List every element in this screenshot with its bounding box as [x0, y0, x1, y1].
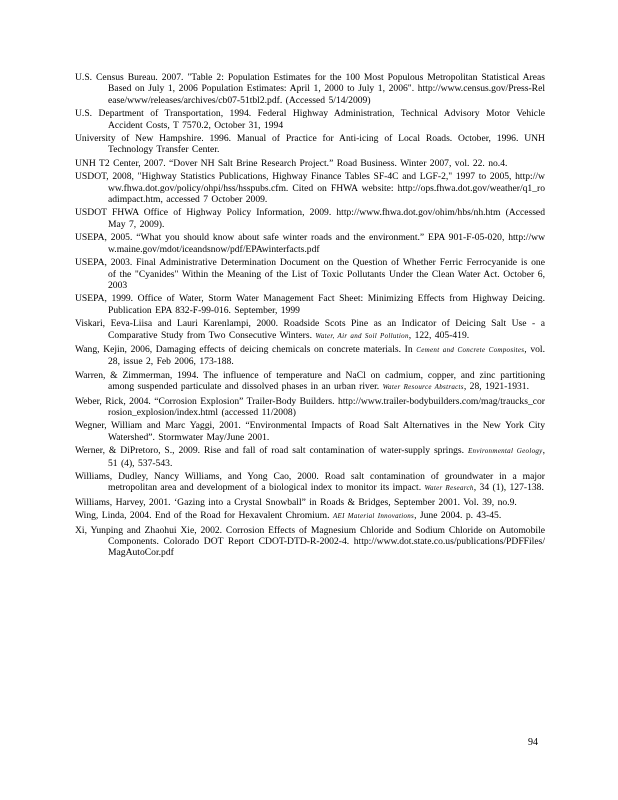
reference-entry [75, 510, 545, 522]
reference-text-before: Williams, Dudley, Nancy Williams, and Yong Cao, 2000. Road salt contamination of groundwater in a major metropolitan area and development of a biological index to monitor its impact. [75, 471, 545, 494]
reference-entry [75, 344, 545, 368]
reference-journal-title: Environmental Geology [467, 447, 543, 456]
reference-journal-title: Cement and Concrete Composites [416, 345, 525, 354]
reference-entry [75, 293, 545, 316]
reference-text-before: Wing, Linda, 2004. End of the Road for Hexavalent Chromium. [75, 510, 333, 522]
reference-text: U.S. Department of Transportation, 1994. Federal Highway Administration, Technical Advisory Motor Vehicle Accident Costs, T 7570.2, October 31, 1994 [75, 108, 545, 131]
reference-journal-title: Water, Air and Soil Pollution [315, 331, 409, 340]
reference-journal-title: AEI Material Innovations [332, 512, 415, 521]
reference-text: Wegner, William and Marc Yaggi, 2001. “Environmental Impacts of Road Salt Alternatives in the New York City Watershed”. Stormwater May/June 2001. [75, 420, 545, 443]
reference-text-before: Warren, & Zimmerman, 1994. The influence of temperature and NaCl on cadmium, copper, and zinc partitioning among suspended particulate and dissolved phases in an urban river. [75, 369, 545, 393]
reference-text: USDOT FHWA Office of Highway Policy Information, 2009. http://www.fhwa.dot.gov/ohim/hbs/nh.htm (Accessed May 7, 2009). [75, 207, 545, 230]
reference-text: University of New Hampshire. 1996. Manual of Practice for Anti-icing of Local Roads. October, 1996. UNH Technology Transfer Center. [75, 133, 545, 156]
reference-text-after: , vol. 28, issue 2, Feb 2006, 173-188. [108, 343, 545, 368]
reference-entry [75, 370, 545, 394]
reference-entry [75, 497, 545, 508]
reference-journal-title: Water Research [424, 484, 474, 493]
reference-entry [75, 525, 545, 559]
reference-text-before: Wang, Kejin, 2006, Damaging effects of deicing chemicals on concrete materials. In [75, 343, 417, 355]
reference-text: USEPA, 2003. Final Administrative Determination Document on the Question of Whether Ferric Ferrocyanide is one of the "Cyanides" Within the Meaning of the List of Toxic Pollutants Under the Clean Water Act. October 6, 2003 [75, 257, 545, 291]
reference-text-before: Viskari, Eeva-Liisa and Lauri Karenlampi, 2000. Roadside Scots Pine as an Indicator of Deicing Salt Use - a Comparative Study from Two Consecutive Winters. [75, 318, 545, 341]
reference-journal-title: Water Resource Abstracts [382, 383, 464, 392]
reference-entry [75, 257, 545, 291]
reference-text: U.S. Census Bureau. 2007. "Table 2: Population Estimates for the 100 Most Populous Metropolitan Statistical Areas Based on July 1, 2006 Population Estimates: April 1, 2000 to July 1, 2006". http://www.census.gov/Press-Release/www/releases/archives/cb07-51tbl2.pdf. (Accessed 5/14/2009) [75, 72, 545, 106]
reference-text: Williams, Harvey, 2001. ‘Gazing into a Crystal Snowball” in Roads & Bridges, September 2001. Vol. 39, no.9. [75, 496, 517, 508]
reference-text: Weber, Rick, 2004. “Corrosion Explosion” Trailer-Body Builders. http://www.trailer-bodybuilders.com/mag/traucks_corrosion_explosion/index.html (accessed 11/2008) [75, 395, 545, 418]
reference-text-after: , 34 (1), 127-138. [473, 482, 544, 494]
reference-entry [75, 171, 545, 205]
reference-text: UNH T2 Center, 2007. “Dover NH Salt Brine Research Project.” Road Business. Winter 2007, vol. 22. no.4. [75, 157, 508, 169]
reference-text: USDOT, 2008, "Highway Statistics Publications, Highway Finance Tables SF-4C and LGF-2," 1997 to 2005, http://www.fhwa.dot.gov/policy/ohpi/hss/hsspubs.cfm. Cited on FHWA website: http://ops.fhwa.dot.gov/weather/q1_roadimpact.htm, accessed 7 October 2009. [75, 171, 545, 206]
reference-entry [75, 420, 545, 443]
reference-text-after: , 28, 1921-1931. [463, 381, 529, 393]
reference-text-after: , June 2004. p. 43-45. [414, 510, 502, 522]
reference-entry [75, 133, 545, 156]
reference-text: USEPA, 2005. “What you should know about safe winter roads and the environment.” EPA 901-F-05-020, http://www.maine.gov/mdot/iceandsnow/pdf/EPAwinterfacts.pdf [75, 232, 545, 255]
reference-entry [75, 207, 545, 230]
reference-text-after: , 51 (4), 537-543. [108, 445, 545, 469]
reference-entry [75, 471, 545, 495]
reference-entry [75, 108, 545, 131]
reference-entry [75, 318, 545, 342]
reference-list [75, 72, 545, 561]
reference-text: Xi, Yunping and Zhaohui Xie, 2002. Corrosion Effects of Magnesium Chloride and Sodium Chloride on Automobile Components. Colorado DOT Report CDOT-DTD-R-2002-4. http://www.dot.state.co.us/publications/PDFFiles/MagAutoCor.pdf [75, 524, 545, 559]
reference-entry [75, 445, 545, 469]
reference-text: USEPA, 1999. Office of Water, Storm Water Management Fact Sheet: Minimizing Effects from Highway Deicing. Publication EPA 832-F-99-016. September, 1999 [75, 293, 545, 316]
reference-entry [75, 72, 545, 106]
reference-text-after: , 122, 405-419. [408, 329, 470, 341]
reference-text-before: Werner, & DiPretoro, S., 2009. Rise and fall of road salt contamination of water-supply springs. [75, 445, 468, 457]
reference-entry [75, 396, 545, 419]
reference-entry [75, 158, 545, 169]
reference-entry [75, 232, 545, 255]
page-number: 94 [528, 737, 538, 748]
